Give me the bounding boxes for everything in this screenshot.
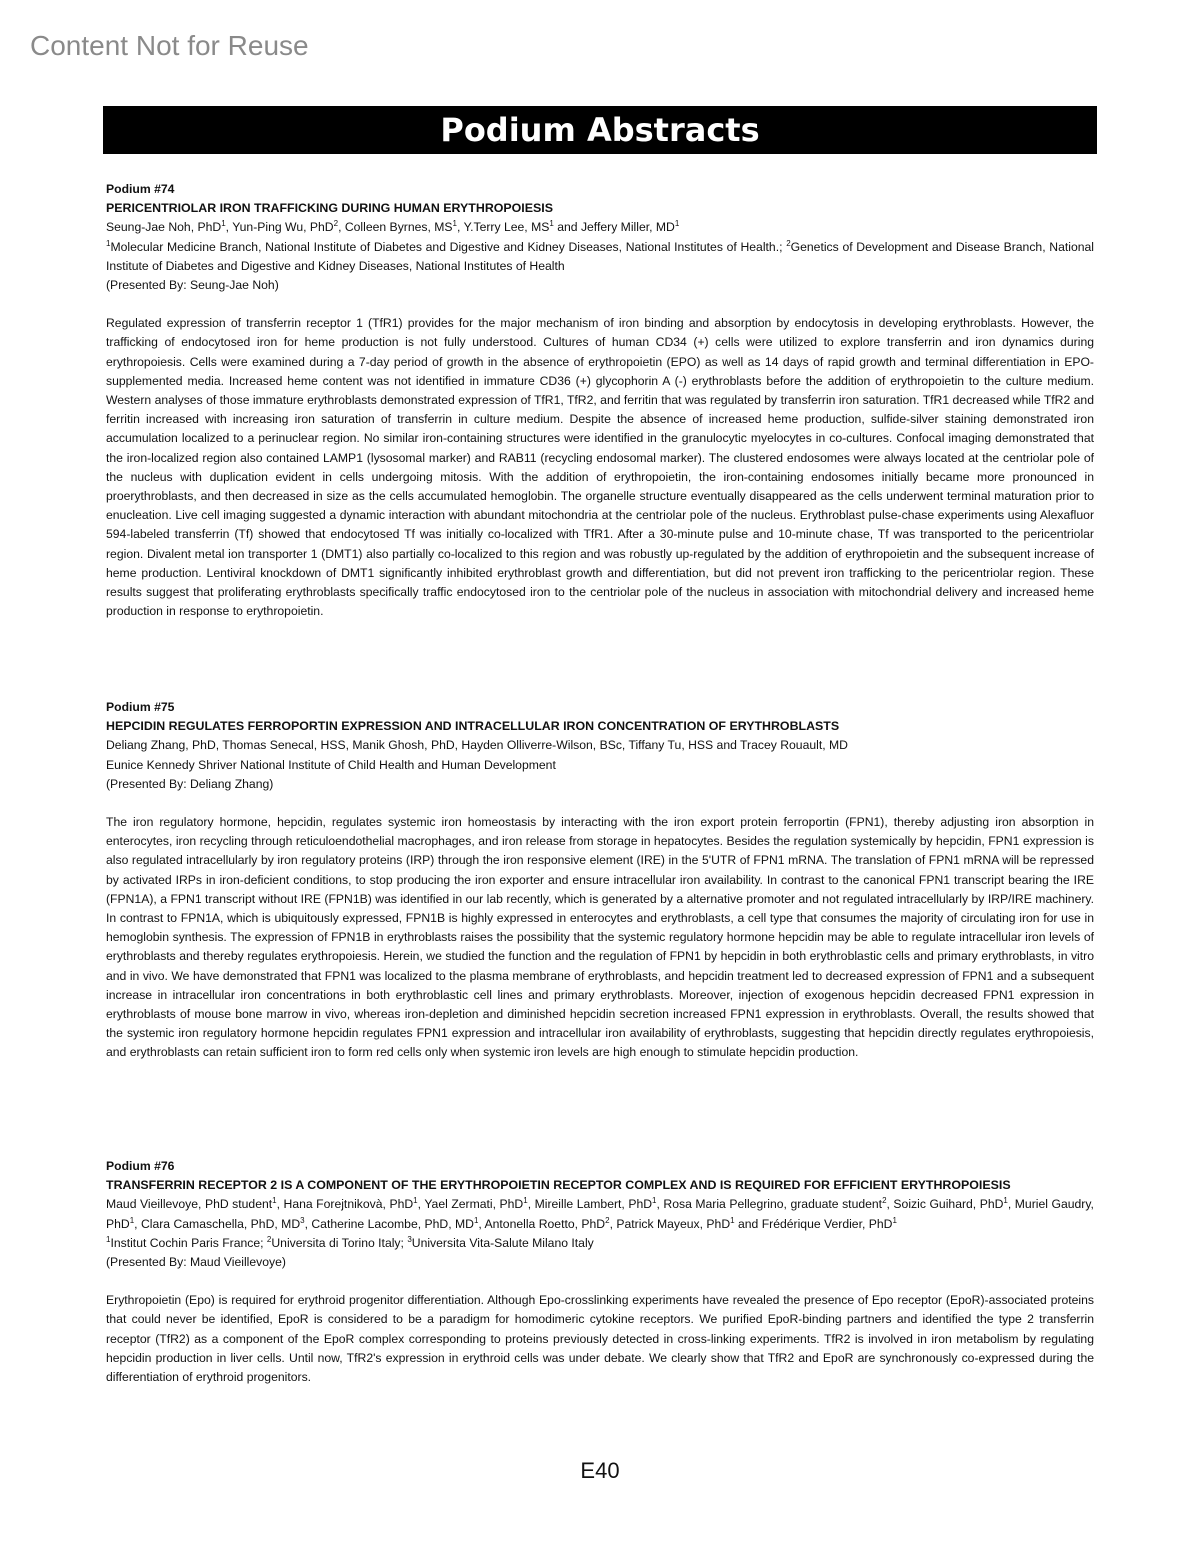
- author: Frédérique Verdier, PhD: [761, 1216, 893, 1231]
- author: Antonella Roetto, PhD: [484, 1216, 606, 1231]
- author: Catherine Lacombe, PhD, MD: [311, 1216, 474, 1231]
- author: Y.Terry Lee, MS: [463, 220, 550, 235]
- author: Maud Vieillevoye, PhD student: [106, 1197, 273, 1212]
- author: Seung-Jae Noh, PhD: [106, 220, 222, 235]
- author: Yun-Ping Wu, PhD: [232, 220, 334, 235]
- author: Mireille Lambert, PhD: [534, 1197, 653, 1212]
- affiliation: Universita di Torino Italy;: [271, 1235, 408, 1250]
- abstract-authors: Deliang Zhang, PhD, Thomas Senecal, HSS, Manik Ghosh, PhD, Hayden Olliverre-Wilson, BSc, Tiffany Tu, HSS and Tracey Rouault, MD: [106, 738, 848, 753]
- abstract-label: Podium #76: [106, 1159, 175, 1173]
- affiliation: Institut Cochin Paris France;: [110, 1235, 267, 1250]
- abstract-affiliations: $^1$Institut Cochin Paris France; $^2$Universita di Torino Italy; $^3$Universita Vita-Salute Milano Italy: [106, 1234, 594, 1250]
- page-number: E40: [580, 1458, 620, 1483]
- abstract-title: HEPCIDIN REGULATES FERROPORTIN EXPRESSION AND INTRACELLULAR IRON CONCENTRATION OF ERYTHROBLASTS: [106, 719, 840, 734]
- abstract-podium-74: [106, 180, 1094, 621]
- abstract-podium-75: [106, 698, 1094, 1063]
- page-title-banner: Podium Abstracts: [103, 106, 1097, 154]
- author: Hana Forejtnikovà, PhD: [283, 1197, 414, 1212]
- watermark: Content Not for Reuse: [30, 30, 309, 61]
- author: Yael Zermati, PhD: [424, 1197, 524, 1212]
- abstract-authors: Seung-Jae Noh, PhD$^1$, Yun-Ping Wu, PhD$^2$, Colleen Byrnes, $MS^1$, Y.Terry Lee, $MS^1$ and Jeffery Miller, $MD^1$: [106, 219, 680, 235]
- author: Rosa Maria Pellegrino, graduate student: [663, 1197, 883, 1212]
- presented-by: (Presented By: Maud Vieillevoye): [106, 1255, 286, 1270]
- author: Patrick Mayeux, PhD: [616, 1216, 731, 1231]
- author: Soizic Guihard, PhD: [893, 1197, 1004, 1212]
- presented-by: (Presented By: Seung-Jae Noh): [106, 278, 279, 293]
- abstract-body: Regulated expression of transferrin receptor 1 (TfR1) provides for the major mechanism of iron binding and absorption by endocytosis in developing erythroblasts. However, the trafficking of endocytosed iron for heme production is not fully understood. Cultures of human CD34 (+) cells were utilized to explore transferrin and iron dynamics during erythropoiesis. Cells were examined during a 7-day period of growth in the absence of erythropoietin (EPO) as well as 14 days of rapid growth and terminal differentiation in EPO-supplemented media. Increased heme content was not identified in immature CD36 (+) glycophorin A (-) erythroblasts before the addition of erythropoietin to the culture medium. Western analyses of those immature erythroblasts demonstrated expression of TfR1, TfR2, and ferritin that was regulated by transferrin iron saturation. TfR1 decreased while TfR2 and ferritin increased with increasing iron saturation of transferrin in culture medium. Despite the absence of increased heme production, sulfide-silver staining demonstrated iron accumulation localized to a perinuclear region. No similar iron-containing structures were identified in the granulocytic myelocytes in co-cultures. Confocal imaging demonstrated that the iron-localized region also contained LAMP1 (lysosomal marker) and RAB11 (recycling endosomal marker). The clustered endosomes were always located at the centriolar pole of the nucleus with duplication evident in cells undergoing mitosis. With the addition of erythropoietin, the iron-containing endosomes initially became more pronounced in proerythroblasts, and then decreased in size as the cells accumulated hemoglobin. The organelle structure eventually disappeared as the cells underwent terminal maturation prior to enucleation. Live cell imaging suggested a dynamic interaction with abundant mitochondria at the centriolar pole of the nucleus. Erythroblast pulse-chase experiments using Alexafluor 594-labeled transferrin (Tf) showed that endocytosed Tf was initially co-localized with TfR1. After a 30-minute pulse and 10-minute chase, Tf was transported to the pericentriolar region. Divalent metal ion transporter 1 (DMT1) also partially co-localized to this region and was robustly up-regulated by the addition of erythropoietin and the subsequent increase of heme production. Lentiviral knockdown of DMT1 significantly inhibited erythroblast growth and differentiation, but did not prevent iron trafficking to the pericentriolar region. These results suggest that proliferating erythroblasts specifically traffic endocytosed iron to the centriolar pole of the nucleus in association with mitochondrial delivery and increased heme production in response to erythropoietin.: [106, 316, 1094, 619]
- abstract-affiliations: $^1$Molecular Medicine Branch, National Institute of Diabetes and Digestive and Kidney Diseases, National Institutes of Health.; $^2$Genetics of Development and Disease Branch, National Institute of Diabetes and Digestive and Kidney Diseases, National Institutes of Health: [106, 238, 1095, 273]
- abstract-body: Erythropoietin (Epo) is required for erythroid progenitor differentiation. Although Epo-crosslinking experiments have revealed the presence of Epo receptor (EpoR)-associated proteins that could never be identified, EpoR is considered to be a paradigm for homodimeric cytokine receptors. We purified EpoR-binding partners and identified the type 2 transferrin receptor (TfR2) as a component of the EpoR complex corresponding to proteins previously detected in cross-linking experiments. TfR2 is involved in iron metabolism by regulating hepcidin production in liver cells. Until now, TfR2's expression in erythroid cells was under debate. We clearly show that TfR2 and EpoR are synchronously co-expressed during the differentiation of erythroid progenitors.: [106, 1293, 1094, 1385]
- abstract-authors: Maud Vieillevoye, PhD student$^1$, Hana Forejtnikovà, PhD$^1$, Yael Zermati, PhD$^1$, Mireille Lambert, PhD$^1$, Rosa Maria Pellegrino, graduate student$^2$, Soizic Guihard, PhD$^1$, Muriel Gaudry, PhD$^1$, Clara Camaschella, PhD, $MD^3$, Catherine Lacombe, PhD, $MD^1$, Antonella Roetto, PhD$^2$, Patrick Mayeux, PhD$^1$ and Frédérique Verdier, PhD$^1$: [106, 1196, 1094, 1231]
- affiliation: Universita Vita-Salute Milano Italy: [411, 1235, 594, 1250]
- abstract-title: TRANSFERRIN RECEPTOR 2 IS A COMPONENT OF THE ERYTHROPOIETIN RECEPTOR COMPLEX AND IS REQUIRED FOR EFFICIENT ERYTHROPOIESIS: [106, 1178, 1011, 1193]
- author: Colleen Byrnes, MS: [344, 220, 453, 235]
- abstract-affiliations: Eunice Kennedy Shriver National Institute of Child Health and Human Development: [106, 757, 556, 772]
- abstract-body: The iron regulatory hormone, hepcidin, regulates systemic iron homeostasis by interacting with the iron export protein ferroportin (FPN1), thereby adjusting iron absorption in enterocytes, iron recycling through reticuloendothelial macrophages, and iron release from storage in hepatocytes. Besides the regulation systemically by hepcidin, FPN1 expression is also regulated intracellularly by iron regulatory proteins (IRP) through the iron responsive element (IRE) in the 5'UTR of FPN1 mRNA. The translation of FPN1 mRNA will be repressed by activated IRPs in iron-deficient conditions, to stop producing the iron exporter and ensure intracellular iron availability. In contrast to the canonical FPN1 transcript bearing the IRE (FPN1A), a FPN1 transcript without IRE (FPN1B) was identified in our lab recently, which is generated by a alternative promoter and not regulated intracellularly by IRP/IRE machinery. In contrast to FPN1A, which is ubiquitously expressed, FPN1B is highly expressed in enterocytes and erythroblasts, a cell type that consumes the majority of circulating iron for use in hemoglobin synthesis. The expression of FPN1B in erythroblasts raises the possibility that the systemic regulatory hormone hepcidin may be able to regulate intracellular iron levels of erythroblasts and thereby regulates erythropoiesis. Herein, we studied the function and the regulation of FPN1 by hepcidin in both erythroblastic cells and primary erythroblasts, in vitro and in vivo. We have demonstrated that FPN1 was localized to the plasma membrane of erythroblasts, and hepcidin treatment led to decreased expression of FPN1 and a subsequent increase in intracellular iron concentrations in both erythroblastic cell lines and primary erythroblasts. Moreover, injection of exogenous hepcidin decreased FPN1 expression in erythroblasts of mouse bone marrow in vivo, whereas iron-depletion and diminished hepcidin secretion increased FPN1 expression in erythroblasts. Overall, the results showed that the systemic iron regulatory hormone hepcidin regulates FPN1 expression and intracellular iron availability of erythroblasts, suggesting that hepcidin directly regulates erythropoiesis, and erythroblasts can retain sufficient iron to form red cells only when systemic iron levels are high enough to stimulate hepcidin production.: [106, 815, 1094, 1060]
- abstract-title: PERICENTRIOLAR IRON TRAFFICKING DURING HUMAN ERYTHROPOIESIS: [106, 201, 553, 216]
- abstract-label: Podium #75: [106, 700, 175, 714]
- abstract-label: Podium #74: [106, 182, 175, 196]
- presented-by: (Presented By: Deliang Zhang): [106, 776, 274, 791]
- author: Clara Camaschella, PhD, MD: [140, 1216, 301, 1231]
- abstract-podium-76: [106, 1157, 1094, 1387]
- affiliation: Molecular Medicine Branch, National Institute of Diabetes and Digestive and Kidney Diseases, National Institutes of Health.;: [110, 239, 787, 254]
- author: Muriel Gaudry, PhD: [106, 1197, 1094, 1231]
- author: Jeffery Miller, MD: [580, 220, 675, 235]
- affiliation: Genetics of Development and Disease Branch, National Institute of Diabetes and Digestive and Kidney Diseases, National Institutes of Health: [106, 239, 1095, 273]
